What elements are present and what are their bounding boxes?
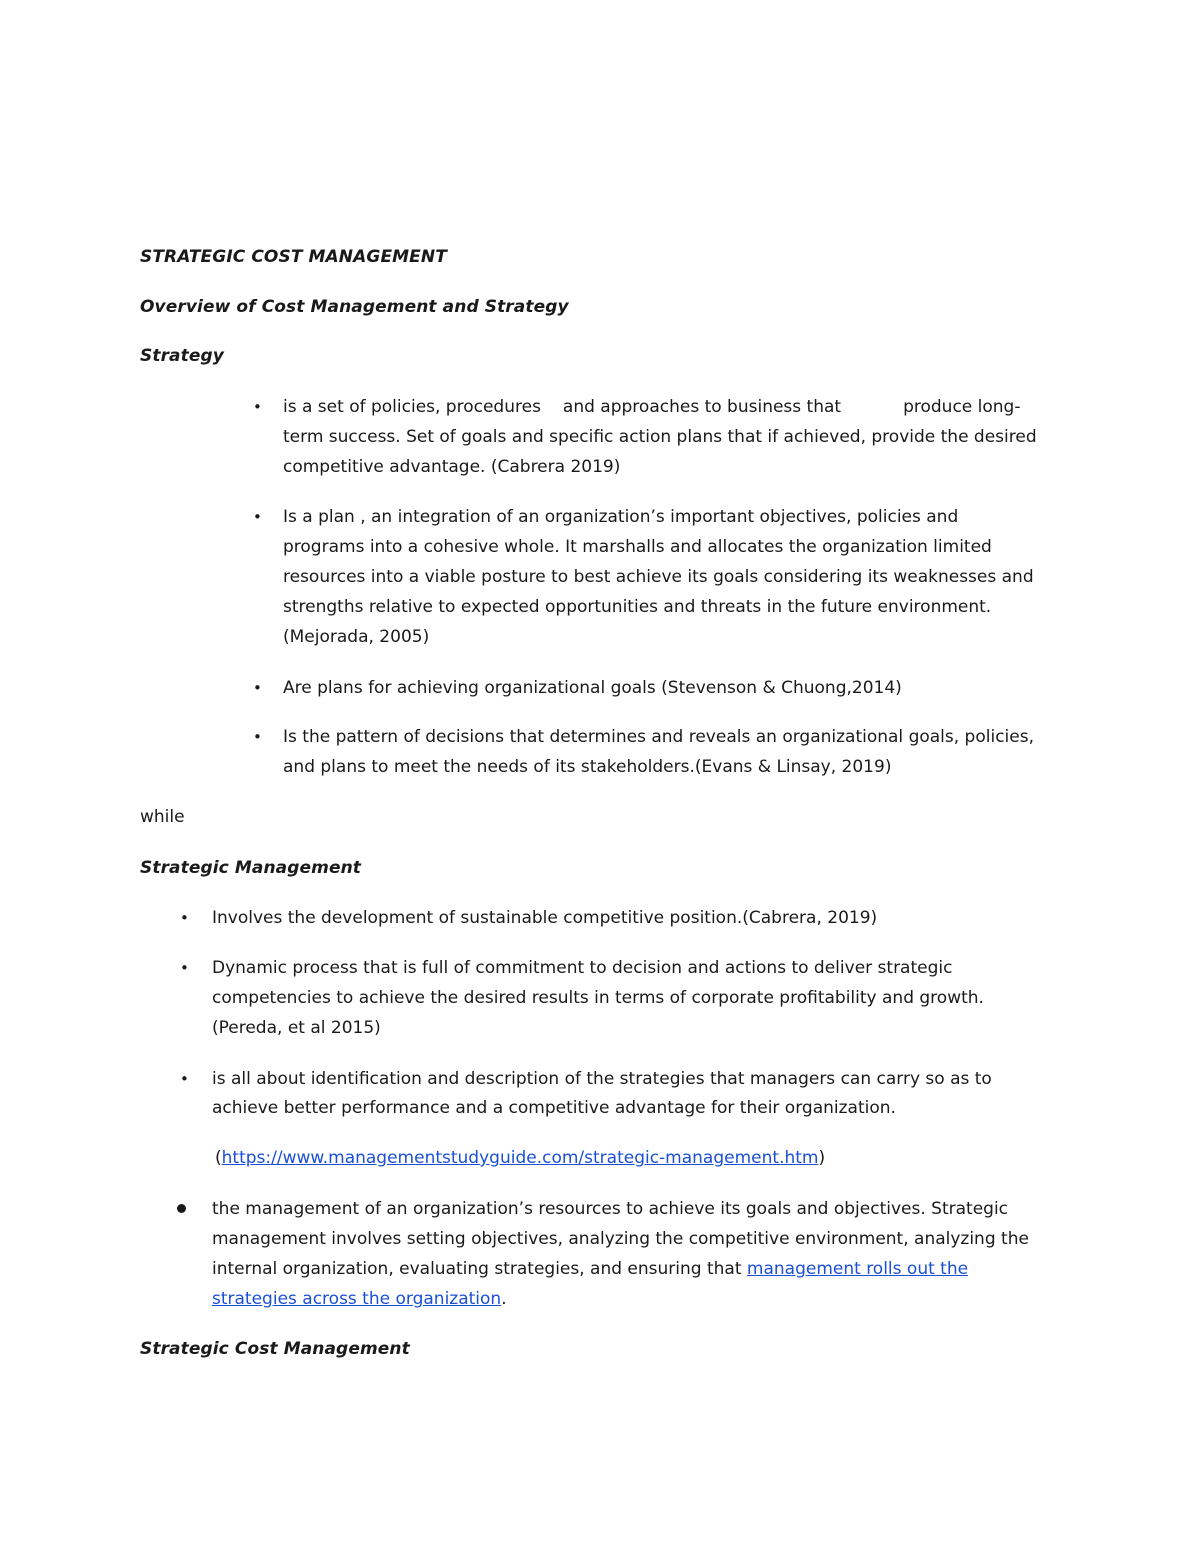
strategy-item-1-part-c: produce long- bbox=[903, 397, 1021, 417]
citation-close-paren: ) bbox=[818, 1148, 826, 1168]
strategy-item-2-line-4: strengths relative to expected opportunities and threats in the future environment. bbox=[283, 597, 992, 617]
last-item-period: . bbox=[501, 1289, 507, 1309]
sm-item-1-line-1: Involves the development of sustainable competitive position.(Cabrera, 2019) bbox=[212, 908, 878, 928]
last-item-line-3 bbox=[212, 1254, 968, 1284]
bullet-icon: • bbox=[180, 1070, 189, 1088]
strategic-cost-management-heading: Strategic Cost Management bbox=[140, 1339, 410, 1359]
strategy-item-2-line-3: resources into a viable posture to best achieve its goals considering its weaknesses and bbox=[283, 567, 1034, 587]
filled-bullet-icon bbox=[177, 1204, 186, 1213]
strategy-item-2-line-2: programs into a cohesive whole. It marshalls and allocates the organization limited bbox=[283, 537, 992, 557]
bullet-icon: • bbox=[253, 679, 262, 697]
strategies-across-organization-link[interactable]: strategies across the organization bbox=[212, 1289, 502, 1309]
bullet-icon: • bbox=[253, 398, 262, 416]
sm-item-2-line-2: competencies to achieve the desired results in terms of corporate profitability and growth. bbox=[212, 988, 984, 1008]
strategy-item-1-part-b: and approaches to business that bbox=[562, 397, 842, 417]
strategy-item-2-line-1: Is a plan , an integration of an organization’s important objectives, policies and bbox=[283, 507, 959, 527]
strategy-heading: Strategy bbox=[140, 346, 224, 366]
strategic-management-heading: Strategic Management bbox=[140, 858, 362, 878]
citation-open-paren: ( bbox=[215, 1148, 222, 1168]
last-item-line-2: management involves setting objectives, analyzing the competitive environment, analyzing the bbox=[212, 1229, 1029, 1249]
last-item-line-1: the management of an organization’s resources to achieve its goals and objectives. Strategic bbox=[212, 1199, 1009, 1219]
strategy-item-4-line-1: Is the pattern of decisions that determines and reveals an organizational goals, policies, bbox=[283, 727, 1034, 747]
bullet-icon: • bbox=[180, 909, 189, 927]
sm-item-3-line-2: achieve better performance and a competitive advantage for their organization. bbox=[212, 1098, 896, 1118]
management-study-guide-link[interactable]: https://www.managementstudyguide.com/strategic-management.htm bbox=[221, 1148, 819, 1168]
overview-heading: Overview of Cost Management and Strategy bbox=[140, 297, 569, 317]
last-item-line-3-text: internal organization, evaluating strategies, and ensuring that bbox=[212, 1259, 747, 1279]
strategy-item-1-line-2: term success. Set of goals and specific action plans that if achieved, provide the desired bbox=[283, 427, 1037, 447]
strategy-item-1-line-3: competitive advantage. (Cabrera 2019) bbox=[283, 457, 621, 477]
strategy-item-1-line-1 bbox=[283, 392, 1020, 422]
url-citation bbox=[215, 1143, 825, 1173]
sm-item-3-line-1: is all about identification and description of the strategies that managers can carry so as to bbox=[212, 1069, 992, 1089]
sm-item-2-line-3: (Pereda, et al 2015) bbox=[212, 1018, 381, 1038]
sm-item-2-line-1: Dynamic process that is full of commitment to decision and actions to deliver strategic bbox=[212, 958, 953, 978]
strategy-item-3-line-1: Are plans for achieving organizational goals (Stevenson & Chuong,2014) bbox=[283, 678, 902, 698]
bullet-icon: • bbox=[253, 508, 262, 526]
strategy-item-1-part-a: is a set of policies, procedures bbox=[283, 397, 541, 417]
while-text: while bbox=[140, 807, 185, 827]
strategy-item-4-line-2: and plans to meet the needs of its stakeholders.(Evans & Linsay, 2019) bbox=[283, 757, 892, 777]
bullet-icon: • bbox=[253, 728, 262, 746]
document-title: STRATEGIC COST MANAGEMENT bbox=[140, 247, 447, 267]
management-rolls-out-link[interactable]: management rolls out the bbox=[746, 1259, 969, 1279]
bullet-icon: • bbox=[180, 959, 189, 977]
last-item-line-4 bbox=[212, 1284, 507, 1314]
strategy-item-2-line-5: (Mejorada, 2005) bbox=[283, 627, 430, 647]
